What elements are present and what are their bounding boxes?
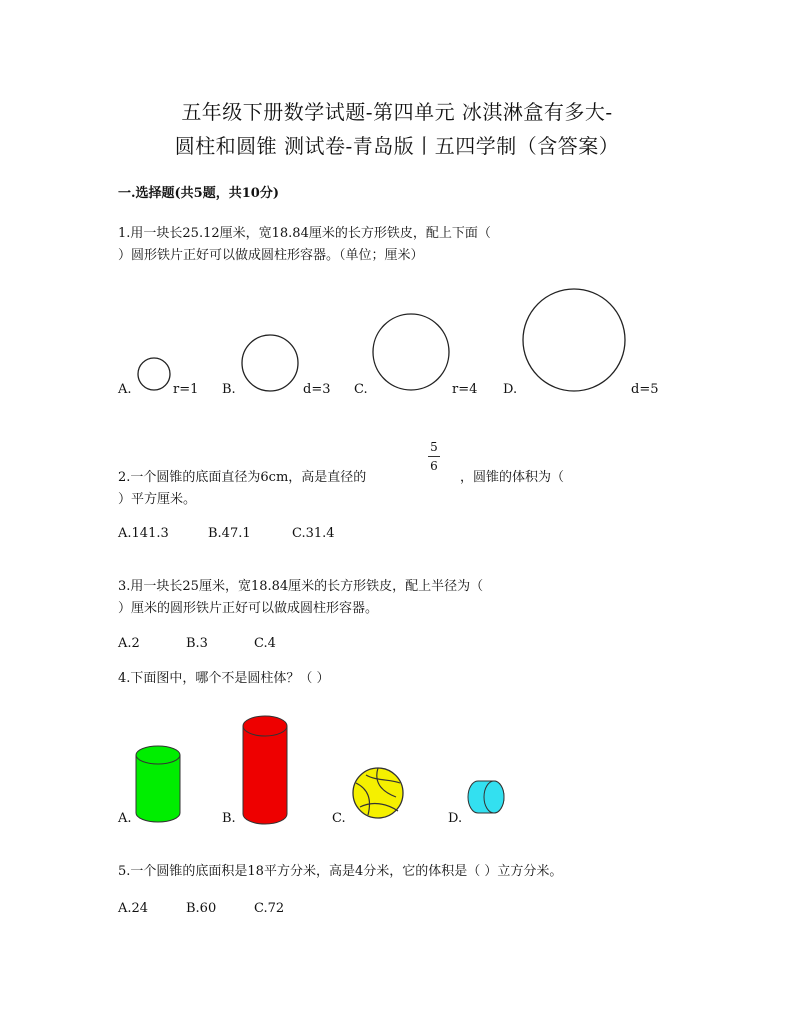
green-cylinder-image: [135, 745, 181, 825]
fraction-five-sixths: [428, 440, 440, 473]
question-4-line-1: 4.下面图中，哪个不是圆柱体？（ ）: [118, 671, 330, 686]
question-5-line-1: 5.一个圆锥的底面积是18平方分米，高是4分米，它的体积是（ ）立方分米。: [118, 864, 563, 879]
cyan-cylinder-image: [468, 780, 506, 816]
q3-option-b[interactable]: B.3: [186, 636, 208, 651]
q1-option-a-letter[interactable]: A.: [118, 382, 132, 397]
q1-option-c-label: r=4: [452, 382, 478, 397]
q2-option-b[interactable]: B.47.1: [208, 526, 251, 541]
question-2-line-2: ）平方厘米。: [118, 492, 197, 507]
q5-option-a[interactable]: A.24: [118, 901, 149, 916]
question-2-line-1-tail: ，圆锥的体积为（: [460, 470, 565, 485]
q2-option-a[interactable]: A.141.3: [118, 526, 169, 541]
fraction-denominator: 6: [430, 459, 438, 473]
yellow-ball-image: [352, 767, 406, 821]
question-1-line-2: ）圆形铁片正好可以做成圆柱形容器。（单位；厘米）: [118, 248, 424, 263]
q1-option-b-circle: [241, 334, 301, 394]
q1-option-a-circle: [137, 357, 173, 393]
q1-option-d-letter[interactable]: D.: [503, 382, 518, 397]
q4-option-c-letter[interactable]: C.: [332, 811, 346, 826]
q2-option-c[interactable]: C.31.4: [292, 526, 335, 541]
question-3-line-1: 3.用一块长25厘米，宽18.84厘米的长方形铁皮，配上半径为（: [118, 579, 484, 594]
question-3-line-2: ）厘米的圆形铁片正好可以做成圆柱形容器。: [118, 601, 379, 616]
question-1-line-1: 1.用一块长25.12厘米，宽18.84厘米的长方形铁皮，配上下面（: [118, 226, 491, 241]
q1-option-d-label: d=5: [631, 382, 659, 397]
q5-option-c[interactable]: C.72: [254, 901, 285, 916]
q1-option-c-circle: [372, 313, 452, 393]
q5-option-b[interactable]: B.60: [186, 901, 217, 916]
fraction-numerator: 5: [430, 440, 438, 454]
document-title-line-2: 圆柱和圆锥 测试卷-青岛版丨五四学制（含答案）: [174, 134, 620, 158]
q1-option-a-label: r=1: [173, 382, 199, 397]
q1-option-b-label: d=3: [303, 382, 331, 397]
q1-option-d-circle: [522, 288, 628, 394]
q1-option-c-letter[interactable]: C.: [354, 382, 368, 397]
q4-option-d-letter[interactable]: D.: [448, 811, 463, 826]
red-cylinder-image: [242, 714, 288, 828]
q3-option-a[interactable]: A.2: [118, 636, 140, 651]
q3-option-c[interactable]: C.4: [254, 636, 276, 651]
section-heading: 一.选择题(共5题，共10分): [118, 186, 279, 201]
q4-option-a-letter[interactable]: A.: [118, 811, 132, 826]
q4-option-b-letter[interactable]: B.: [222, 811, 236, 826]
document-title-line-1: 五年级下册数学试题-第四单元 冰淇淋盒有多大-: [181, 100, 613, 124]
question-2-line-1: 2.一个圆锥的底面直径为6cm，高是直径的: [118, 470, 367, 485]
q1-option-b-letter[interactable]: B.: [222, 382, 236, 397]
